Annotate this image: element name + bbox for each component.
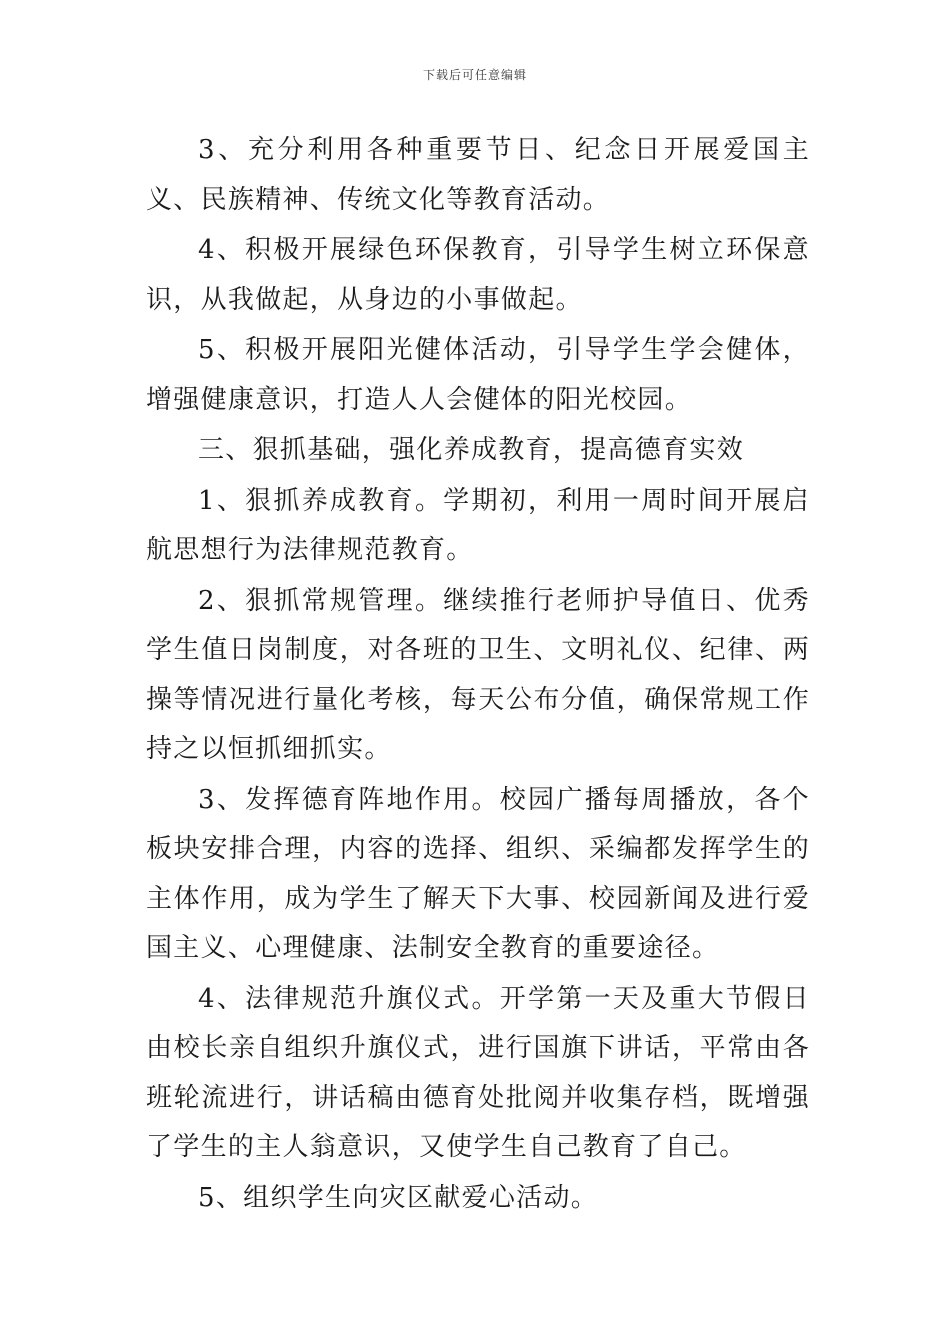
- page-header: 下载后可任意编辑: [422, 68, 527, 82]
- document-body: [146, 126, 810, 1224]
- paragraph-item-3-moral-position: 3、发挥德育阵地作用。校园广播每周播放，各个板块安排合理，内容的选择、组织、采编都发挥学生的主体作用，成为学生了解天下大事、校园新闻及进行爱国主义、心理健康、法制安全教育的重要途径。: [146, 784, 810, 963]
- paragraph-item-5-charity: 5、组织学生向灾区献爱心活动。: [198, 1182, 599, 1213]
- paragraph-item-4-environment: 4、积极开展绿色环保教育，引导学生树立环保意识，从我做起，从身边的小事做起。: [146, 235, 810, 315]
- section-heading-3: 三、狠抓基础，强化养成教育，提高德育实效: [198, 435, 745, 465]
- paragraph-item-5-fitness: 5、积极开展阳光健体活动，引导学生学会健体，增强健康意识，打造人人会健体的阳光校园。: [146, 335, 810, 415]
- paragraph-item-4-flag-ceremony: 4、法律规范升旗仪式。开学第一天及重大节假日由校长亲自组织升旗仪式，进行国旗下讲话，平常由各班轮流进行，讲话稿由德育处批阅并收集存档，既增强了学生的主人翁意识，又使学生自己教育了自己。: [146, 983, 810, 1162]
- paragraph-item-1-habits: 1、狠抓养成教育。学期初，利用一周时间开展启航思想行为法律规范教育。: [146, 485, 810, 565]
- paragraph-item-3-holidays: 3、充分利用各种重要节日、纪念日开展爱国主义、民族精神、传统文化等教育活动。: [146, 135, 810, 215]
- paragraph-item-2-routine: 2、狠抓常规管理。继续推行老师护导值日、优秀学生值日岗制度，对各班的卫生、文明礼仪、纪律、两操等情况进行量化考核，每天公布分值，确保常规工作持之以恒抓细抓实。: [146, 585, 810, 764]
